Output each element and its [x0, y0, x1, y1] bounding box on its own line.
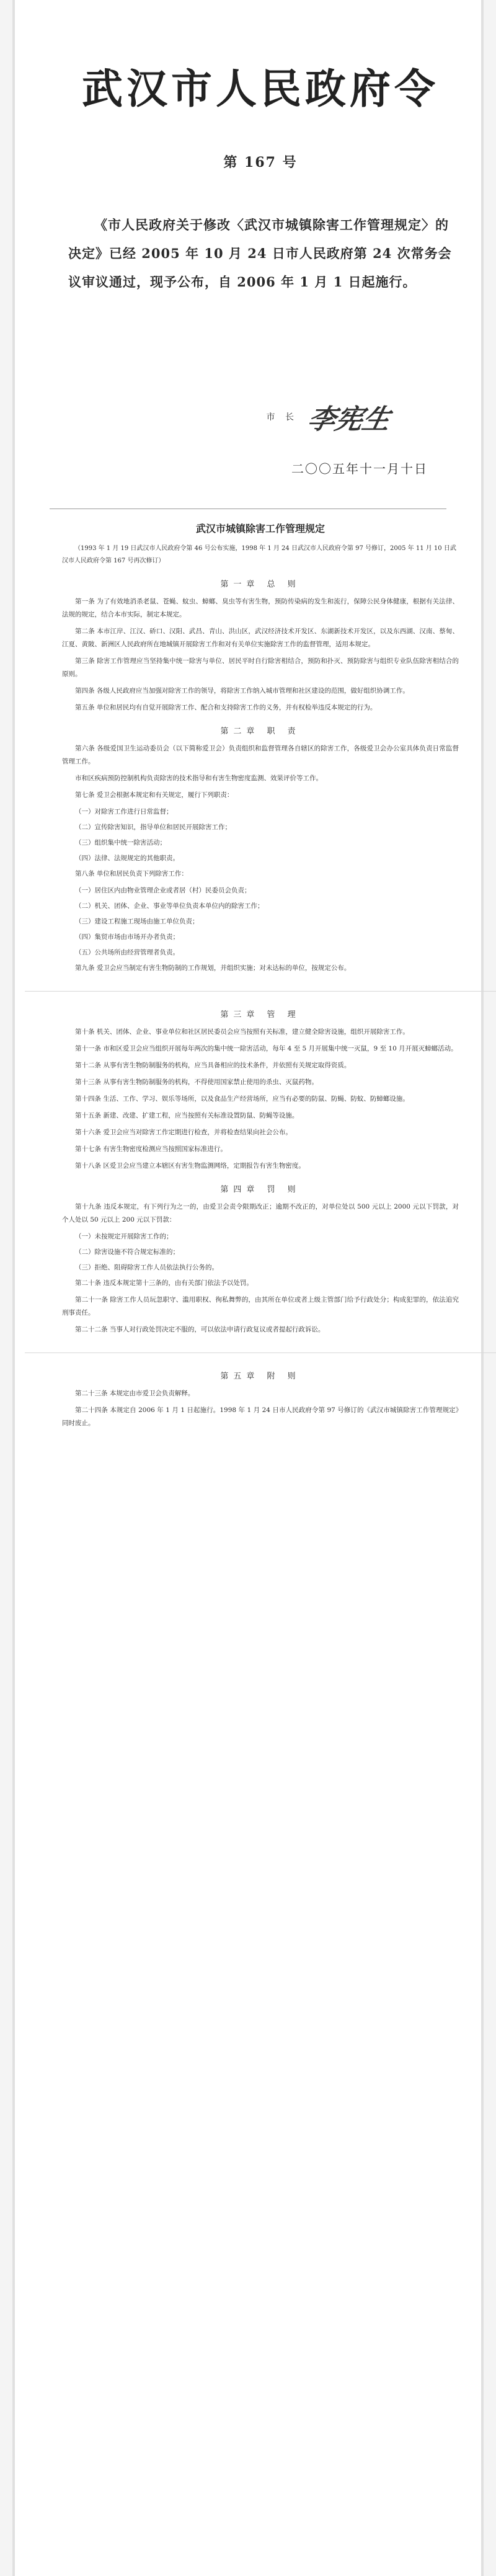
article: 第十条 机关、团体、企业、事业单位和社区居民委员会应当按照有关标准，建立健全除害设施，组织开展除害工作。: [75, 1028, 409, 1036]
decree-number: 第 167 号: [223, 154, 298, 171]
article: 第二十二条 当事人对行政处罚决定不服的，可以依法申请行政复议或者提起行政诉讼。: [75, 1326, 325, 1333]
article: 第三条 除害工作管理应当坚持集中统一除害与单位、居民平时自行除害相结合，预防和扑灭、预防除害与组织专业队伍除害相结合的原则。: [62, 657, 459, 678]
article: 第十三条 从事有害生物防制服务的机构，不得使用国家禁止使用的杀虫、灭鼠药物。: [75, 1078, 318, 1086]
article-item: （四）法律、法规规定的其他职责。: [75, 855, 179, 862]
article: 第十四条 生活、工作、学习、娱乐等场所，以及食品生产经营场所，应当有必要的防鼠、防蝇、防蚊、防蟑螂设施。: [75, 1095, 409, 1103]
article: 第二条 本市江岸、江汉、硚口、汉阳、武昌、青山、洪山区，武汉经济技术开发区、东湖新技术开发区，以及东西湖、汉南、蔡甸、江夏、黄陂、新洲区人民政府所在地城镇开展除害工作和对有关单位实施除害工作的监督管理，适用本规定。: [62, 628, 459, 648]
chapters: [62, 577, 459, 1430]
article-item: （二）宣传除害知识，指导单位和居民开展除害工作；: [75, 824, 231, 831]
article: 第十九条 违反本规定，有下列行为之一的，由爱卫会责令限期改正；逾期不改正的，对单位处以 500 元以上 2000 元以下罚款，对个人处以 50 元以上 200 元以下罚款：: [62, 1203, 459, 1224]
article-item: （五）公共场所由经营管理者负责。: [75, 949, 179, 956]
article: 第十八条 区爱卫会应当建立本辖区有害生物监测网络，定期报告有害生物密度。: [75, 1162, 305, 1170]
chapter-heading: 第三章 管 理: [220, 1010, 301, 1019]
article: 第六条 各级爱国卫生运动委员会（以下简称爱卫会）负责组织和监督管理各自辖区的除害工作，各级爱卫会办公室具体负责日常监督管理工作。: [62, 745, 459, 765]
article: 第一条 为了有效地消杀老鼠、苍蝇、蚊虫、蟑螂、臭虫等有害生物，预防传染病的发生和流行，保障公民身体健康，根据有关法律、法规的规定，结合本市实际，制定本规定。: [62, 598, 459, 618]
article: 第十五条 新建、改建、扩建工程，应当按照有关标准设置防鼠、防蝇等设施。: [75, 1112, 299, 1119]
scan-edge-right: [481, 0, 484, 2576]
chapter-heading: 第五章 附 则: [220, 1372, 301, 1381]
page-break: [25, 991, 496, 992]
chapter-heading: 第一章 总 则: [220, 580, 301, 589]
article-item: （二）除害设施不符合规定标准的；: [75, 1248, 179, 1256]
scan-edge-left: [12, 0, 15, 2576]
article-item: （一）对除害工作进行日常监督；: [75, 808, 173, 815]
article: 第二十三条 本规定由市爱卫会负责解释。: [75, 1390, 195, 1397]
article: 第十二条 从事有害生物防制服务的机构，应当具备相应的技术条件，并依照有关规定取得资质。: [75, 1062, 351, 1069]
article-item: （一）未按规定开展除害工作的；: [75, 1233, 173, 1240]
decree-body: 《市人民政府关于修改〈武汉市城镇除害工作管理规定〉的决定》已经 2005 年 10 月 24 日市人民政府第 24 次常务会议审议通过，现予公布，自 2006 年 1 月 1 日起施行。: [68, 217, 452, 290]
decree-page: [56, 12, 465, 496]
article: 第七条 爱卫会根据本规定和有关规定，履行下列职责：: [75, 791, 234, 799]
regulation-title: 武汉市城镇除害工作管理规定: [195, 523, 325, 535]
article: 第四条 各级人民政府应当加强对除害工作的领导，将除害工作纳入城市管理和社区建设的范围，做好组织协调工作。: [75, 687, 409, 695]
article: 第二十条 违反本规定第十三条的，由有关部门依法予以处罚。: [75, 1279, 253, 1287]
article: 第五条 单位和居民均有自觉开展除害工作、配合和支持除害工作的义务，并有权检举违反本规定的行为。: [75, 704, 377, 711]
mayor-signature-block: [266, 397, 394, 437]
page-break: [25, 1352, 496, 1353]
regulation-body: [62, 521, 459, 1434]
article: 市和区疾病预防控制机构负责除害的技术指导和有害生物密度监测、效果评价等工作。: [75, 775, 322, 782]
mayor-label: 市 长: [266, 412, 298, 422]
regulation-note: （1993 年 1 月 19 日武汉市人民政府令第 46 号公布实施，1998 年 1 月 24 日武汉市人民政府令第 97 号修订，2005 年 11 月 10 日武汉市人民政府令第 167 号再次修订）: [62, 545, 456, 564]
article: 第十一条 市和区爱卫会应当组织开展每年两次的集中统一除害活动，每年 4 至 5 月开展集中统一灭鼠，9 至 10 月开展灭蟑螂活动。: [75, 1045, 458, 1052]
article: 第十七条 有害生物密度检测应当按照国家标准进行。: [75, 1145, 227, 1153]
decree-title: 武汉市人民政府令: [82, 64, 439, 113]
article: 第二十四条 本规定自 2006 年 1 月 1 日起施行。1998 年 1 月 24 日市人民政府令第 97 号修订的《武汉市城镇除害工作管理规定》同时废止。: [62, 1406, 459, 1427]
article-item: （二）机关、团体、企业、事业等单位负责本单位内的除害工作；: [75, 902, 264, 910]
article-item: （三）建设工程施工现场由施工单位负责；: [75, 918, 199, 925]
article: 第八条 单位和居民负责下列除害工作：: [75, 870, 188, 877]
article-item: （三）拒绝、阻碍除害工作人员依法执行公务的。: [75, 1264, 218, 1271]
article: 第九条 爱卫会应当制定有害生物防制的工作规划，并组织实施；对未达标的单位，按规定公布。: [75, 964, 351, 972]
chapter-heading: 第二章 职 责: [220, 727, 301, 736]
article-item: （三）组织集中统一除害活动；: [75, 839, 166, 846]
handwritten-signature: 李宪生: [304, 404, 394, 435]
decree-date: 二〇〇五年十一月十日: [291, 461, 428, 476]
chapter-heading: 第四章 罚 则: [220, 1185, 301, 1194]
article-item: （一）居住区内由物业管理企业或者居（村）民委员会负责；: [75, 887, 251, 894]
article-item: （四）集贸市场由市场开办者负责；: [75, 933, 179, 941]
article: 第二十一条 除害工作人员玩忽职守、滥用职权、徇私舞弊的，由其所在单位或者上级主管部门给予行政处分；构成犯罪的，依法追究刑事责任。: [62, 1296, 459, 1317]
article: 第十六条 爱卫会应当对除害工作定期进行检查，并将检查结果向社会公布。: [75, 1129, 292, 1136]
